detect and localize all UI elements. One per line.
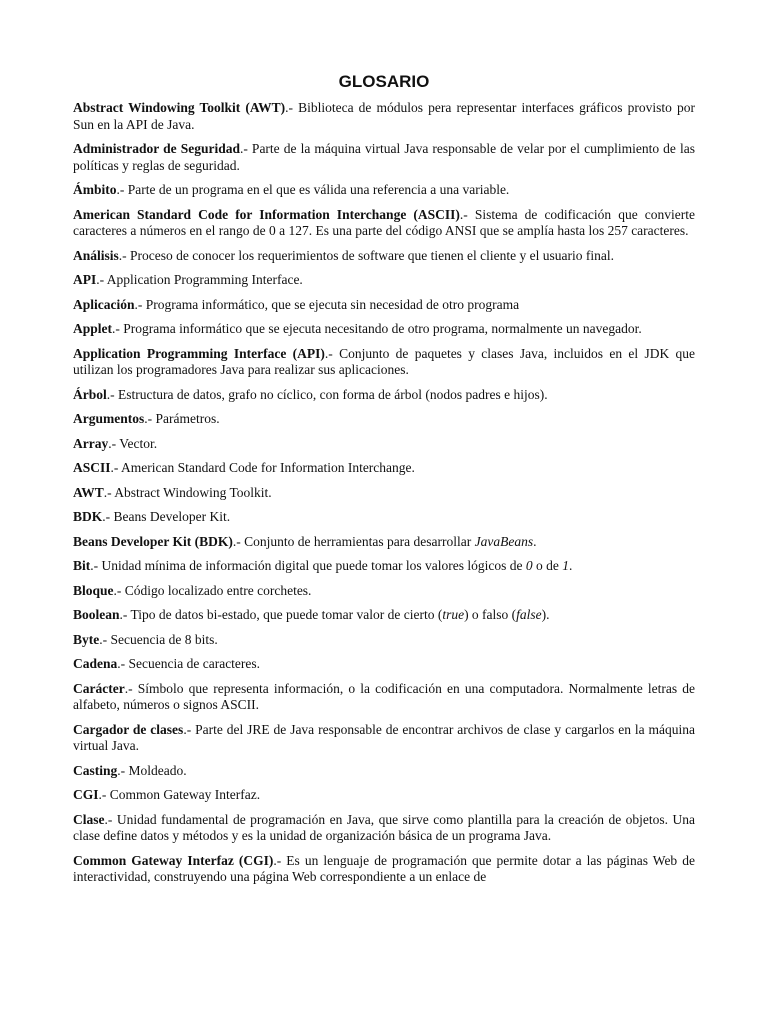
glossary-list	[73, 100, 695, 894]
glossary-term: Array	[73, 435, 109, 451]
glossary-definition: .- Secuencia de 8 bits.	[99, 631, 218, 647]
glossary-entry	[73, 321, 695, 338]
glossary-entry	[73, 812, 695, 845]
glossary-entry	[73, 485, 695, 502]
glossary-entry	[73, 558, 695, 575]
glossary-definition: .- Moldeado.	[117, 762, 187, 778]
glossary-entry	[73, 681, 695, 714]
definition-text: ).	[541, 607, 550, 622]
glossary-term: CGI	[73, 787, 99, 802]
glossary-definition: .- American Standard Code for Information Interchange.	[110, 460, 415, 475]
definition-text: o de	[532, 558, 563, 573]
glossary-term: ASCII	[73, 460, 111, 475]
glossary-term: Bit	[73, 558, 91, 573]
definition-text: .	[533, 533, 537, 549]
glossary-definition: .- Es un lenguaje de programación que permite dotar a las páginas Web de interactividad, construyendo una página Web correspondiente a un enlace de	[73, 852, 695, 884]
glossary-entry	[73, 436, 695, 453]
glossary-term: Carácter	[73, 680, 125, 696]
glossary-term: Análisis	[73, 247, 119, 263]
glossary-entry	[73, 248, 695, 265]
italic-term: 1	[562, 558, 570, 573]
glossary-entry	[73, 460, 695, 477]
glossary-entry	[73, 763, 695, 780]
glossary-term: Aplicación	[73, 296, 135, 312]
glossary-term: Application Programming Interface (API)	[73, 345, 325, 361]
glossary-term: AWT	[73, 484, 104, 500]
glossary-entry	[73, 207, 695, 240]
glossary-term: Bloque	[73, 582, 114, 598]
glossary-definition: .- Vector.	[108, 435, 158, 451]
glossary-definition: .- Proceso de conocer los requerimientos de software que tienen el cliente y el usuario final.	[118, 247, 614, 263]
glossary-term: Administrador de Seguridad	[73, 141, 240, 156]
glossary-definition	[233, 534, 537, 549]
glossary-entry	[73, 272, 695, 289]
italic-term: false	[516, 607, 542, 622]
glossary-term: BDK	[73, 509, 103, 524]
definition-text: .- Unidad mínima de información digital que puede tomar los valores lógicos de	[90, 558, 526, 573]
glossary-entry	[73, 607, 695, 624]
glossary-definition	[90, 558, 572, 573]
glossary-term: Cadena	[73, 656, 118, 671]
glossary-definition: .- Secuencia de caracteres.	[117, 656, 261, 671]
glossary-entry	[73, 583, 695, 600]
glossary-entry	[73, 297, 695, 314]
glossary-term: Beans Developer Kit (BDK)	[73, 533, 233, 549]
glossary-entry	[73, 411, 695, 428]
glossary-definition: .- Unidad fundamental de programación en Java, que sirve como plantilla para la creación de objetos. Una clase define datos y métodos y es la unidad de organización básica de un programa Java.	[73, 811, 695, 843]
glossary-entry	[73, 509, 695, 526]
glossary-term: Abstract Windowing Toolkit (AWT)	[73, 100, 286, 115]
glossary-definition: .- Parte de la máquina virtual Java responsable de velar por el cumplimiento de las políticas y reglas de seguridad.	[73, 141, 695, 173]
glossary-definition: .- Beans Developer Kit.	[102, 509, 231, 524]
glossary-term: Boolean	[73, 607, 120, 622]
glossary-entry	[73, 534, 695, 551]
glossary-definition: .- Common Gateway Interfaz.	[98, 787, 261, 802]
glossary-definition: .- Sistema de codificación que convierte caracteres a números en el rango de 0 a 127. Es una parte del código ANSI que se amplía hasta los 257 caracteres.	[73, 206, 696, 238]
glossary-entry	[73, 722, 695, 755]
glossary-term: Clase	[73, 811, 105, 827]
glossary-entry	[73, 787, 695, 804]
definition-text: .- Tipo de datos bi-estado, que puede tomar valor de cierto (	[119, 607, 443, 622]
glossary-term: Árbol	[73, 386, 107, 402]
glossary-term: Ámbito	[73, 182, 117, 197]
glossary-definition: .- Programa informático, que se ejecuta sin necesidad de otro programa	[134, 296, 520, 312]
glossary-definition: .- Símbolo que representa información, o la codificación en una computadora. Normalmente letras de alfabeto, números o signos ASCII.	[73, 680, 695, 712]
glossary-definition: .- Conjunto de paquetes y clases Java, incluidos en el JDK que utilizan los programadores Java para realizar sus aplicaciones.	[73, 345, 696, 377]
glossary-term: Casting	[73, 762, 118, 778]
glossary-entry	[73, 182, 695, 199]
glossary-entry	[73, 387, 695, 404]
glossary-definition: .- Estructura de datos, grafo no cíclico, con forma de árbol (nodos padres e hijos).	[106, 386, 548, 402]
glossary-definition: .- Abstract Windowing Toolkit.	[103, 484, 272, 500]
glossary-entry	[73, 853, 695, 886]
glossary-term: American Standard Code for Information Interchange (ASCII)	[73, 206, 460, 222]
glossary-entry	[73, 346, 695, 379]
glossary-term: Common Gateway Interfaz (CGI)	[73, 852, 274, 868]
glossary-definition: .- Código localizado entre corchetes.	[113, 582, 312, 598]
glossary-entry	[73, 100, 695, 133]
italic-term: 0	[525, 558, 533, 573]
italic-term: true	[442, 607, 465, 622]
glossary-entry	[73, 632, 695, 649]
italic-term: JavaBeans	[474, 533, 534, 549]
glossary-definition: .- Biblioteca de módulos pera representar interfaces gráficos provisto por Sun en la API de Java.	[73, 100, 695, 132]
glossary-term: Argumentos	[73, 411, 145, 426]
glossary-definition	[120, 607, 550, 622]
glossary-definition: .- Application Programming Interface.	[96, 272, 303, 287]
glossary-definition: .- Parámetros.	[144, 411, 220, 426]
glossary-entry	[73, 656, 695, 673]
definition-text: ) o falso (	[464, 607, 517, 622]
page-title: GLOSARIO	[338, 72, 430, 91]
glossary-definition: .- Programa informático que se ejecuta necesitando de otro programa, normalmente un navegador.	[112, 321, 642, 336]
definition-text: .	[569, 558, 573, 573]
glossary-definition: .- Parte del JRE de Java responsable de encontrar archivos de clase y cargarlos en la máquina virtual Java.	[73, 721, 695, 753]
glossary-definition: .- Parte de un programa en el que es válida una referencia a una variable.	[116, 182, 510, 197]
glossary-entry	[73, 141, 695, 174]
glossary-term: Cargador de clases	[73, 721, 184, 737]
glossary-term: Byte	[73, 631, 100, 647]
glossary-term: Applet	[73, 321, 113, 336]
glossary-term: API	[73, 272, 97, 287]
definition-text: .- Conjunto de herramientas para desarrollar	[232, 533, 475, 549]
